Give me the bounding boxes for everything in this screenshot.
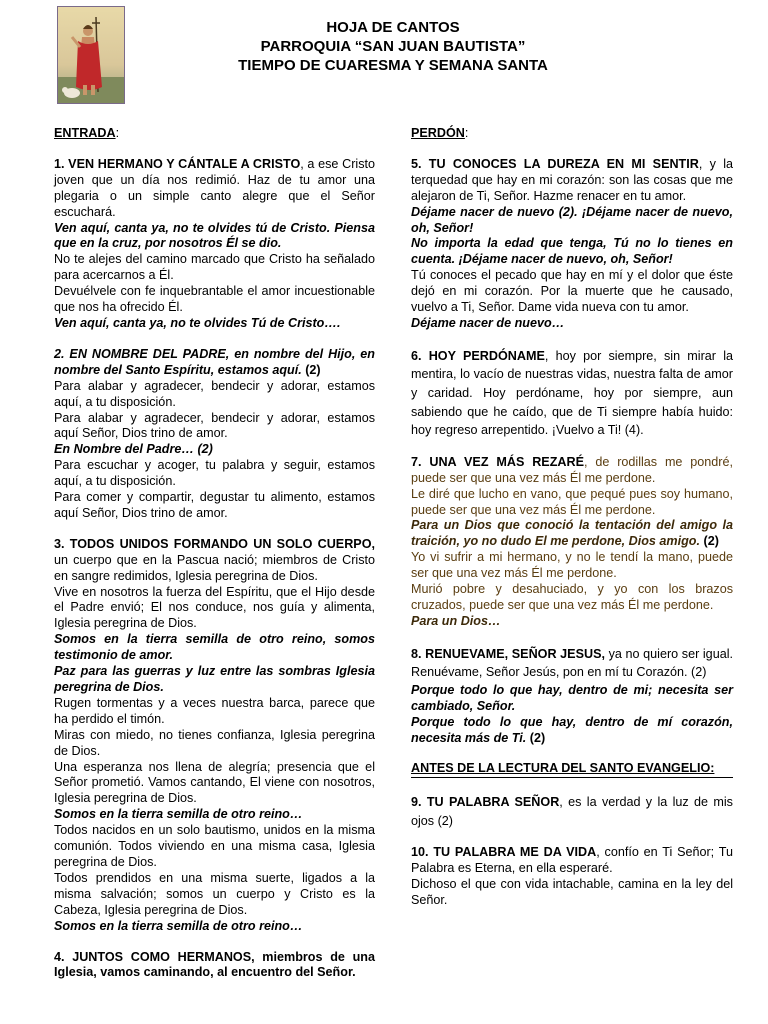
- song-1-refrain: Ven aquí, canta ya, no te olvides Tú de Cristo….: [54, 315, 341, 330]
- header: [0, 18, 768, 75]
- song-3-verse: Una esperanza nos llena de alegría; presencia que el Señor prometió. Vamos cantando, El viene con nosotros, Iglesia peregrina de Dios.: [54, 759, 375, 806]
- song-8: [411, 645, 733, 746]
- song-1-intro: [54, 157, 375, 221]
- song-6-title: 6. HOY PERDÓNAME: [411, 348, 545, 363]
- song-3-title: 3. TODOS UNIDOS FORMANDO UN SOLO CUERPO,: [54, 536, 375, 551]
- song-5-title: 5. TU CONOCES LA DUREZA EN MI SENTIR: [411, 156, 699, 171]
- song-9-intro: [411, 793, 733, 830]
- section-heading-entrada-label: ENTRADA: [54, 126, 116, 140]
- song-7-verse: Murió pobre y desahuciado, y yo con los brazos cruzados, puede ser que una vez más Él me perdone.: [411, 582, 733, 612]
- song-4: [54, 950, 375, 982]
- song-7-verse: Yo vi sufrir a mi hermano, y no le tendí la mano, puede ser que una vez más Él me perdone.: [411, 550, 733, 581]
- section-heading-evangelio: [411, 761, 733, 778]
- song-3: [54, 537, 375, 935]
- song-2-verse: Para escuchar y acoger, tu palabra y seguir, estamos aquí, a tu disposición.: [54, 458, 375, 489]
- song-1-title: 1. VEN HERMANO Y CÁNTALE A CRISTO: [54, 156, 301, 171]
- song-6-text: , hoy por siempre, sin mirar la mentira, lo vacío de nuestras vidas, nuestra falta de amor y caridad. Hoy perdóname, hoy por siempre, aun sabiendo que he caído, que de Ti siempre había huido: hoy regreso arrepentido. ¡Vuelvo a Ti! (4).: [411, 348, 733, 438]
- song-7-refrain: Para un Dios…: [411, 613, 501, 628]
- song-5-refrain: No importa la edad que tenga, Tú no lo tienes en cuenta. ¡Déjame nacer de nuevo, oh, Señor!: [411, 236, 733, 267]
- song-5-refrain: Déjame nacer de nuevo (2). ¡Déjame nacer de nuevo, oh, Señor!: [411, 204, 733, 235]
- song-3-refrain: Somos en la tierra semilla de otro reino, somos testimonio de amor.: [54, 632, 375, 663]
- song-9: [411, 793, 733, 830]
- song-2-verse: Para alabar y agradecer, bendecir y adorar, estamos aquí Señor, Dios trino de amor.: [54, 410, 375, 441]
- header-season: TIEMPO DE CUARESMA Y SEMANA SANTA: [238, 57, 548, 74]
- song-2-title: 2. EN NOMBRE DEL PADRE, en nombre del Hijo, en nombre del Santo Espíritu, estamos aquí.: [54, 346, 375, 377]
- song-6-intro: [411, 347, 733, 440]
- song-3-refrain: Somos en la tierra semilla de otro reino…: [54, 807, 303, 822]
- song-7-repeat: (2): [700, 534, 719, 549]
- song-10-title: 10. TU PALABRA ME DA VIDA: [411, 845, 597, 860]
- song-3-text: un cuerpo que en la Pascua nació; miembros de Cristo en sangre redimidos, Iglesia peregrina de Dios.: [54, 552, 375, 583]
- song-4-title: 4. JUNTOS COMO HERMANOS, miembros de una Iglesia, vamos caminando, al encuentro del Señor.: [54, 949, 375, 980]
- song-9-text: , es la verdad y la luz de mis ojos (2): [411, 794, 733, 828]
- left-column: [54, 126, 375, 996]
- song-7-text: , de rodillas me pondré, puede ser que una vez más Él me perdone.: [411, 454, 733, 485]
- header-title: HOJA DE CANTOS: [326, 19, 460, 36]
- song-5-intro: [411, 157, 733, 205]
- section-heading-perdon: [411, 126, 733, 142]
- song-8-repeat: (2): [526, 731, 546, 745]
- song-7: [411, 455, 733, 630]
- song-1-text: , a ese Cristo joven que un día nos redimió. Haz de tu amor una plegaria o un simple canto alegre que el Señor escuchará.: [54, 156, 375, 219]
- song-8-refrain: [411, 714, 733, 746]
- song-3-refrain: Paz para las guerras y luz entre las sombras Iglesia peregrina de Dios.: [54, 664, 375, 694]
- song-7-refrain-text: Para un Dios que conoció la tentación del amigo la traición, yo no dudo El me perdone, Dios amigo.: [411, 518, 733, 549]
- song-7-intro: [411, 455, 733, 487]
- song-2-refrain: En Nombre del Padre… (2): [54, 442, 213, 457]
- song-1-verse: Devuélvele con fe inquebrantable el amor incuestionable que nos ha ofrecido Él.: [54, 284, 375, 315]
- song-1: [54, 157, 375, 332]
- song-8-intro: [411, 645, 733, 682]
- song-2-repeat: (2): [301, 362, 321, 377]
- section-heading-evangelio-label: ANTES DE LA LECTURA DEL SANTO EVANGELIO:: [411, 761, 733, 778]
- song-10-verse: Dichoso el que con vida intachable, camina en la ley del Señor.: [411, 876, 733, 907]
- song-8-title: 8. RENUEVAME, SEÑOR JESUS,: [411, 646, 605, 661]
- song-6: [411, 347, 733, 440]
- header-parish: PARROQUIA “SAN JUAN BAUTISTA”: [260, 38, 526, 55]
- section-heading-perdon-label: PERDÓN: [411, 126, 465, 140]
- heading-colon: :: [115, 126, 120, 140]
- song-2-verse: Para alabar y agradecer, bendecir y adorar, estamos aquí, a tu disposición.: [54, 378, 375, 409]
- song-10-intro: [411, 845, 733, 877]
- song-3-verse: Miras con miedo, no tienes confianza, Iglesia peregrina de Dios.: [54, 727, 375, 758]
- song-3-verse: Vive en nosotros la fuerza del Espíritu, que el Hijo desde el Padre envió; El nos conduce, nos guía y alimenta, Iglesia peregrina de Dios.: [54, 584, 375, 631]
- song-10-text: , confío en Ti Señor; Tu Palabra es Eterna, en ella esperaré.: [411, 845, 733, 875]
- song-3-refrain: Somos en la tierra semilla de otro reino…: [54, 918, 303, 933]
- song-8-text: ya no quiero ser igual. Renuévame, Señor Jesús, pon en mí tu Corazón. (2): [411, 646, 733, 680]
- song-5-text: , y la terquedad que hay en mi corazón: son las cosas que me alejaron de Ti, Señor. Hazme renacer en tu amor.: [411, 156, 733, 203]
- song-1-verse: No te alejes del camino marcado que Cristo ha señalado para acercarnos a Él.: [54, 252, 375, 283]
- section-heading-entrada: [54, 126, 375, 142]
- song-3-verse: Todos nacidos en un solo bautismo, unidos en la misma comunión. Todos viviendo en una misma casa, Iglesia peregrina de Dios.: [54, 823, 375, 869]
- song-5-verse: Tú conoces el pecado que hay en mí y el dolor que éste dejó en mi corazón. Por la muerte que he causado, vuelvo a Ti, Señor. Dame vida nueva con tu amor.: [411, 268, 733, 315]
- song-8-refrain: Porque todo lo que hay, dentro de mi; necesita ser cambiado, Señor.: [411, 683, 733, 713]
- song-7-refrain: [411, 518, 733, 550]
- song-5: [411, 157, 733, 332]
- song-7-verse: Le diré que lucho en vano, que pequé pues soy humano, puede ser que una vez más Él me perdone.: [411, 486, 733, 517]
- heading-colon: :: [464, 126, 469, 140]
- song-2-intro: [54, 347, 375, 379]
- song-2: [54, 347, 375, 522]
- song-5-refrain: Déjame nacer de nuevo…: [411, 315, 565, 330]
- song-7-title: 7. UNA VEZ MÁS REZARÉ: [411, 454, 584, 469]
- song-2-verse: Para comer y compartir, degustar tu alimento, estamos aquí Señor, Dios trino de amor.: [54, 490, 375, 520]
- song-9-title: 9. TU PALABRA SEÑOR: [411, 794, 560, 809]
- song-8-refrain-text: Porque todo lo que hay, dentro de mí corazón, necesita más de Ti.: [411, 715, 733, 745]
- song-3-verse: Rugen tormentas y a veces nuestra barca, parece que ha perdido el timón.: [54, 695, 375, 726]
- song-3-intro: [54, 537, 375, 585]
- song-1-refrain: Ven aquí, canta ya, no te olvides tú de Cristo. Piensa que en la cruz, por nosotros Él se dio.: [54, 220, 375, 251]
- song-10: [411, 845, 733, 909]
- right-column: [411, 126, 733, 924]
- song-3-verse: Todos prendidos en una misma suerte, ligados a la misma salvación; somos un cuerpo y Cristo es la Cabeza, Iglesia peregrina de Dios.: [54, 870, 375, 917]
